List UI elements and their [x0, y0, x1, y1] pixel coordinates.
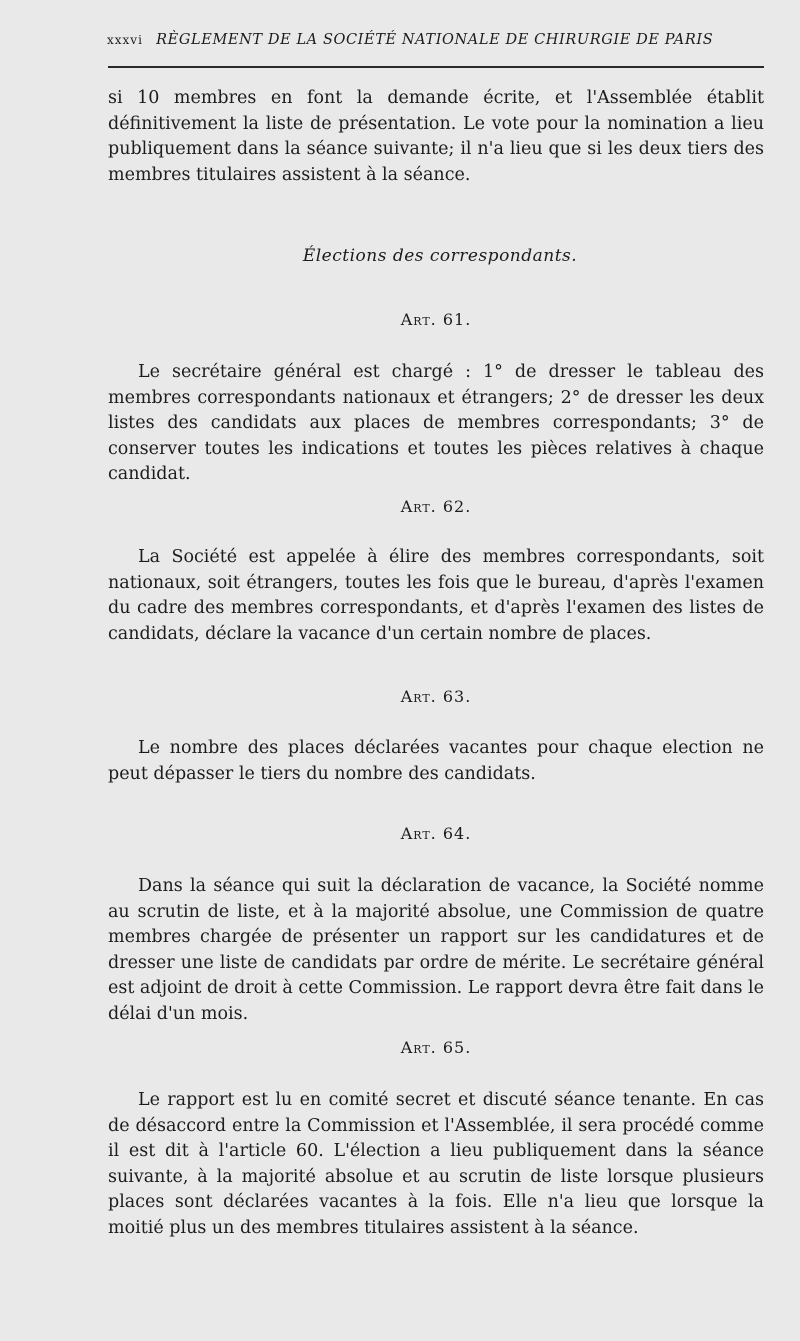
article-62-text: La Société est appelée à élire des membres correspondants, soit nationaux, soit étrangers, toutes les fois que le bureau, d'après l'examen du cadre des membres correspondants, et d'après l'examen des listes de candidats, déclare la vacance d'un certain nombre de places.: [108, 547, 764, 644]
running-title: RÈGLEMENT DE LA SOCIÉTÉ NATIONALE DE CHIRURGIE DE PARIS: [156, 32, 714, 48]
article-63-text: Le nombre des places déclarées vacantes pour chaque election ne peut dépasser le tiers du nombre des candidats.: [108, 738, 764, 784]
intro-paragraph: si 10 membres en font la demande écrite, et l'Assemblée établit définitivement la liste de présentation. Le vote pour la nomination a lieu publiquement dans la séance suivante; il n'a lieu que si les deux tiers des membres titulaires assistent à la séance.: [108, 88, 764, 185]
article-64-text: Dans la séance qui suit la déclaration de vacance, la Société nomme au scrutin de liste, et à la majorité absolue, une Commission de quatre membres chargée de présenter un rapport sur les candidatures et de dresser une liste de candidats par ordre de mérite. Le secrétaire général est adjoint de droit à cette Commission. Le rapport devra être fait dans le délai d'un mois.: [108, 876, 764, 1024]
article-64-heading: Art. 64.: [400, 824, 472, 843]
article-61-heading: Art. 61.: [400, 310, 472, 329]
running-header: [107, 32, 767, 48]
article-62-heading: Art. 62.: [400, 497, 472, 516]
header-rule: [108, 66, 764, 68]
section-title: Élections des correspondants.: [302, 246, 578, 266]
article-61-text: Le secrétaire général est chargé : 1° de dresser le tableau des membres correspondants nationaux et étrangers; 2° de dresser les deux listes des candidats aux places de membres correspondants; 3° de conserver toutes les indications et toutes les pièces relatives à chaque candidat.: [108, 362, 764, 484]
article-63-heading: Art. 63.: [400, 687, 472, 706]
page-number: xxxvi: [107, 33, 143, 47]
article-65-text: Le rapport est lu en comité secret et discuté séance tenante. En cas de désaccord entre la Commission et l'Assemblée, il sera procédé comme il est dit à l'article 60. L'élection a lieu publiquement dans la séance suivante, à la majorité absolue et au scrutin de liste lorsque plusieurs places sont déclarées vacantes à la fois. Elle n'a lieu que lorsque la moitié plus un des membres titulaires assistent à la séance.: [108, 1090, 764, 1238]
article-65-heading: Art. 65.: [400, 1038, 472, 1057]
